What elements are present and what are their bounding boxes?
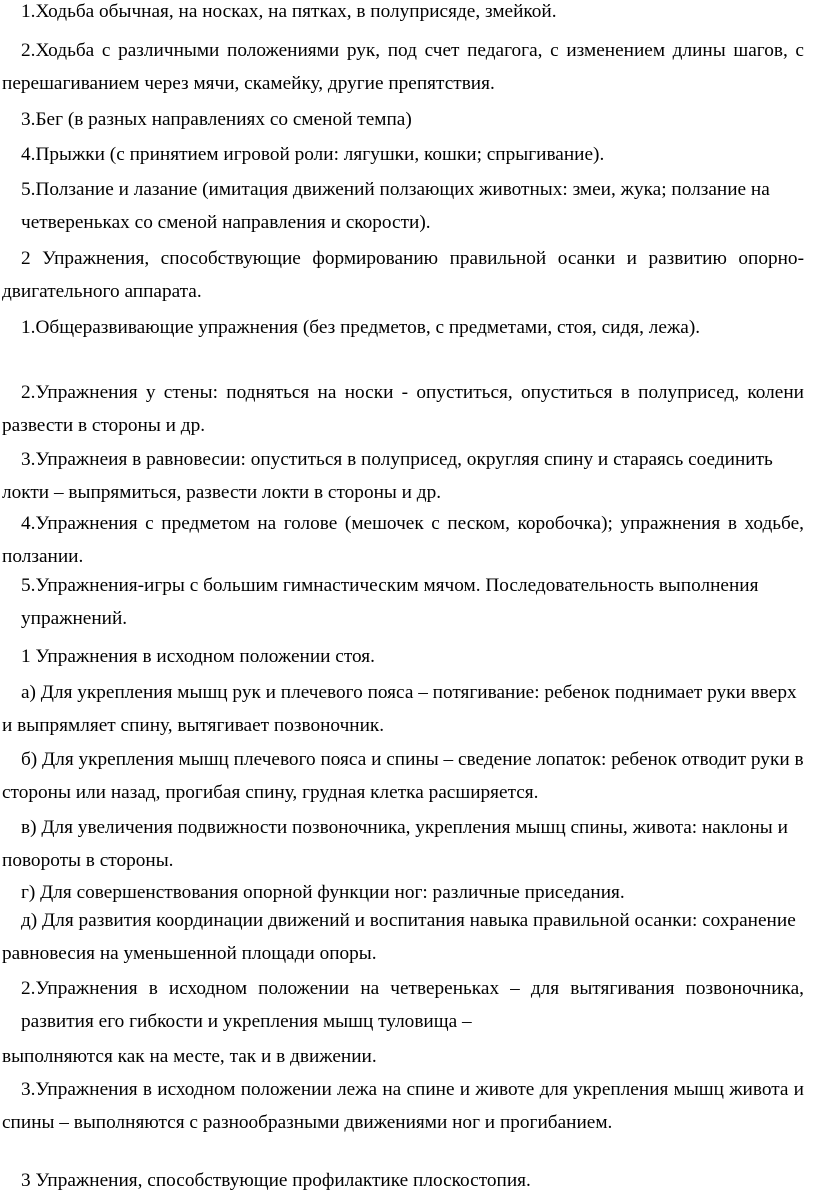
paragraph-general-exercises: 1.Общеразвивающие упражнения (без предметов, с предметами, стоя, сидя, лежа).	[21, 317, 701, 338]
paragraph-item-v: в) Для увеличения подвижности позвоночника, укрепления мышц спины, живота: наклоны и повороты в стороны.	[2, 817, 788, 871]
paragraph-walking-hands: 2.Ходьба с различными положениями рук, под счет педагога, с изменением длины шагов, с перешагиванием через мячи, скамейку, другие препятствия.	[2, 40, 804, 94]
paragraph-crawling: 5.Ползание и лазание (имитация движений ползающих животных: змеи, жука; ползание на четвереньках со сменой направления и скорости).	[21, 179, 770, 233]
paragraph-flatfoot-heading: 3 Упражнения, способствующие профилактике плоскостопия.	[21, 1170, 531, 1191]
paragraph-item-g: г) Для совершенствования опорной функции ног: различные приседания.	[21, 882, 625, 903]
paragraph-posture-heading: 2 Упражнения, способствующие формированию правильной осанки и развитию опорно-двигательного аппарата.	[2, 248, 804, 302]
paragraph-running: 3.Бег (в разных направлениях со сменой темпа)	[21, 109, 412, 130]
paragraph-jumping: 4.Прыжки (с принятием игровой роли: лягушки, кошки; спрыгивание).	[21, 144, 605, 165]
paragraph-head-object: 4.Упражнения с предметом на голове (мешочек с песком, коробочка); упражнения в ходьбе, ползании.	[2, 513, 804, 567]
paragraph-ball-games: 5.Упражнения-игры с большим гимнастическим мячом. Последовательность выполнения упражнений.	[21, 575, 759, 629]
paragraph-balance-exercises: 3.Упражнеия в равновесии: опуститься в полуприсед, округляя спину и стараясь соединить локти – выпрямиться, развести локти в стороны и др.	[2, 449, 773, 503]
paragraph-all-fours: 2.Упражнения в исходном положении на четвереньках – для вытягивания позвоночника, развития его гибкости и укрепления мышц туловища –	[21, 978, 804, 1032]
paragraph-item-b: б) Для укрепления мышц плечевого пояса и спины – сведение лопаток: ребенок отводит руки в стороны или назад, прогибая спину, грудная клетка расширяется.	[2, 749, 804, 803]
paragraph-wall-exercises: 2.Упражнения у стены: подняться на носки - опуститься, опуститься в полуприсед, колени развести в стороны и др.	[2, 382, 804, 436]
paragraph-item-d: д) Для развития координации движений и воспитания навыка правильной осанки: сохранение равновесия на уменьшенной площади опоры.	[2, 910, 796, 964]
paragraph-all-fours-continued: выполняются как на месте, так и в движении.	[2, 1046, 377, 1067]
paragraph-lying-exercises: 3.Упражнения в исходном положении лежа на спине и животе для укрепления мышц живота и спины – выполняются с разнообразными движениями ног и прогибанием.	[2, 1079, 804, 1133]
paragraph-standing-heading: 1 Упражнения в исходном положении стоя.	[21, 646, 375, 667]
paragraph-item-a: а) Для укрепления мышц рук и плечевого пояса – потягивание: ребенок поднимает руки вверх и выпрямляет спину, вытягивает позвоночник.	[2, 682, 797, 736]
paragraph-walking: 1.Ходьба обычная, на носках, на пятках, в полуприсяде, змейкой.	[21, 1, 557, 22]
